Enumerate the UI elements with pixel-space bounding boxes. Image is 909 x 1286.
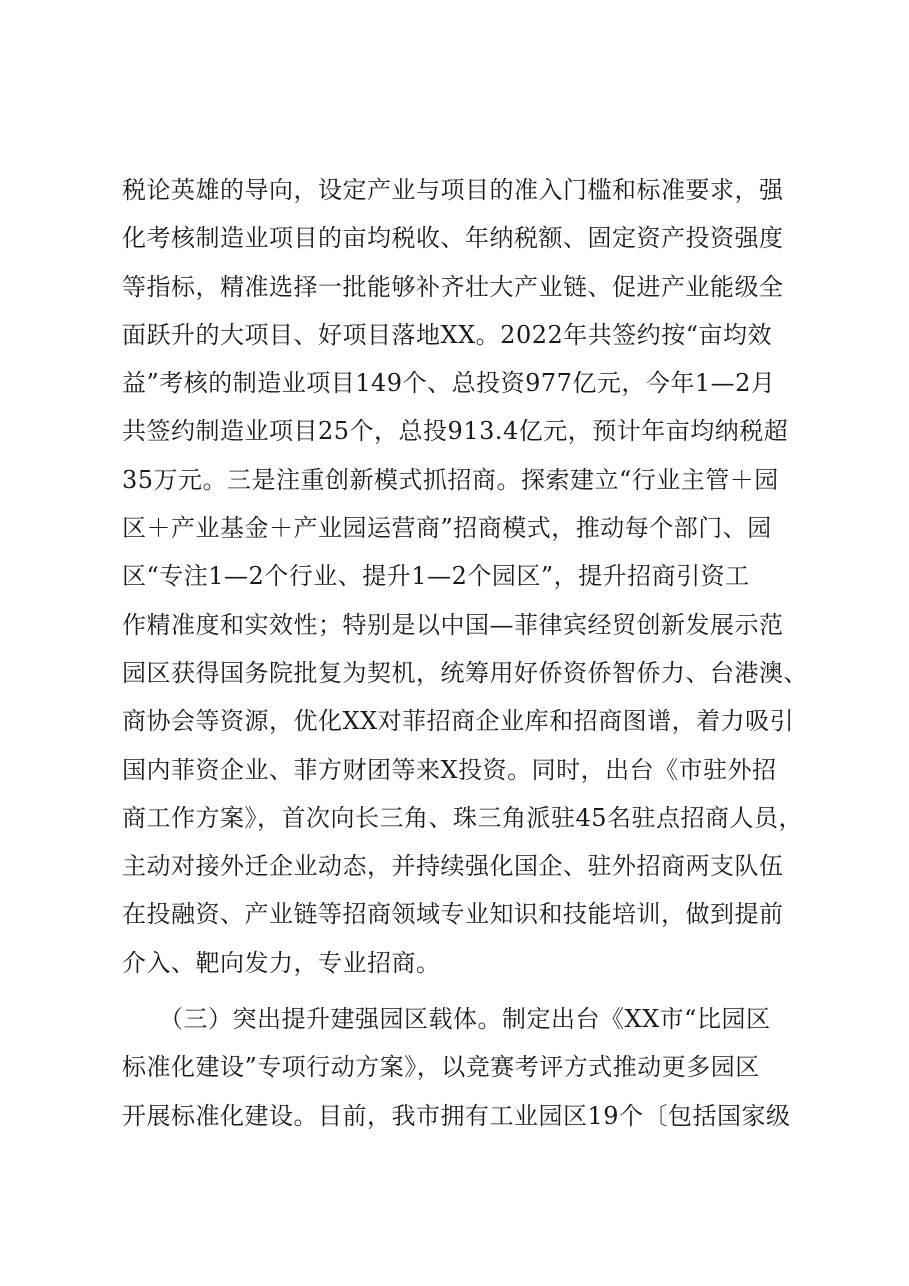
text-line: 国内菲资企业、菲方财团等来X投资。同时，出台《市驻外招 (122, 755, 777, 784)
text-line: 主动对接外迁企业动态，并持续强化国企、驻外招商两支队伍 (122, 852, 784, 881)
text-line: 税论英雄的导向，设定产业与项目的准入门槛和标准要求，强 (122, 176, 784, 204)
text-line: 介入、靶向发力，专业招商。 (122, 948, 441, 977)
text-line: 作精准度和实效性；特别是以中国—菲律宾经贸创新发展示范 (122, 610, 784, 639)
text-line: 在投融资、产业链等招商领域专业知识和技能培训，做到提前 (122, 900, 784, 929)
text-line: 益”考核的制造业项目149个、总投资977亿元，今年1—2月 (122, 369, 776, 398)
paragraph-2 (122, 995, 802, 1140)
text-line: （三）突出提升建强园区载体。制定出台《XX市“比园区 (122, 1005, 771, 1034)
text-line: 区＋产业基金＋产业园运营商”招商模式，推动每个部门、园 (122, 514, 772, 543)
text-line: 园区获得国务院批复为契机，统筹用好侨资侨智侨力、台港澳、 (122, 658, 808, 687)
paragraph-1 (122, 166, 808, 987)
text-line: 共签约制造业项目25个，总投913.4亿元，预计年亩均纳税超 (122, 417, 789, 446)
text-line: 面跃升的大项目、好项目落地XX。2022年共签约按“亩均效 (122, 320, 773, 349)
text-line: 35万元。三是注重创新模式抓招商。探索建立“行业主管＋园 (122, 465, 779, 494)
text-line: 商工作方案》，首次向长三角、珠三角派驻45名驻点招商人员， (122, 803, 804, 832)
text-line: 商协会等资源，优化XX对菲招商企业库和招商图谱，着力吸引 (122, 707, 795, 736)
text-line: 化考核制造业项目的亩均税收、年纳税额、固定资产投资强度 (122, 224, 784, 253)
body-text (122, 166, 808, 1140)
text-line: 等指标，精准选择一批能够补齐壮大产业链、促进产业能级全 (122, 272, 784, 301)
text-line: 开展标准化建设。目前，我市拥有工业园区19个〔包括国家级 (122, 1101, 791, 1130)
paragraph-gap (122, 987, 802, 995)
text-line: 标准化建设”专项行动方案》，以竞赛考评方式推动更多园区 (122, 1053, 760, 1082)
text-line: 区“专注1—2个行业、提升1—2个园区”，提升招商引资工 (122, 562, 750, 591)
